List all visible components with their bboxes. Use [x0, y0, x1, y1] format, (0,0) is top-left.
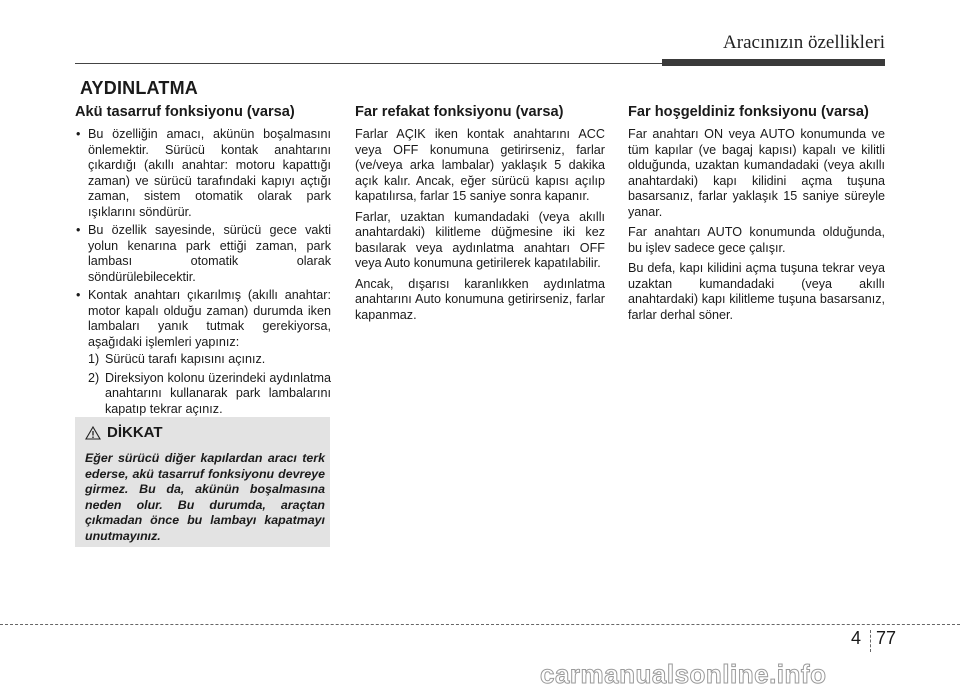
list-item-text: Bu özelliğin amacı, akünün boşalmasını önlemektir. Sürücü kontak anahtarını çıkardığı (akıllı anahtar: motoru kapattığı zaman) ve sürücü tarafındaki kapıyı açtığı zaman, sistem otomatik olarak park ışıklarını söndürür. — [88, 127, 331, 219]
warning-title: DİKKAT — [107, 424, 163, 441]
step-item — [88, 371, 331, 418]
battery-saver-list — [75, 127, 331, 417]
escort-heading: Far refakat fonksiyonu (varsa) — [355, 104, 564, 120]
bullet-icon: • — [76, 127, 81, 141]
step-number: 1) — [88, 352, 100, 366]
column-welcome-function — [628, 104, 885, 328]
battery-saver-heading: Akü tasarruf fonksiyonu (varsa) — [75, 104, 295, 120]
warning-triangle-icon — [85, 426, 101, 440]
page-number: 77 — [876, 628, 897, 648]
warning-text: Eğer sürücü diğer kapılardan aracı terk ederse, akü tasarruf fonksiyonu devreye girmez. Bu da, akünün boşalmasına neden olur. Bu durumda, araçtan çıkmadan önce bu lambayı kapatmayı unutmayınız. — [85, 451, 325, 543]
footer-divider — [0, 624, 960, 625]
paragraph: Far anahtarı ON veya AUTO konumunda ve tüm kapılar (ve bagaj kapısı) kapalı ve kilitli olduğunda, uzaktan kumandadaki (veya akıllı anahtardaki) kapı kilidini açma tuşuna basarsanız, farlar yaklaşık 15 saniye süreyle yanar. — [628, 127, 885, 219]
bullet-icon: • — [76, 223, 81, 237]
paragraph: Ancak, dışarısı karanlıkken aydınlatma anahtarını Auto konumuna getirirseniz, farlar kapanmaz. — [355, 276, 605, 322]
paragraph: Farlar AÇIK iken kontak anahtarını ACC veya OFF konumuna getirirseniz, farlar (ve/veya arka lambalar) yaklaşık 5 dakika açık kalır. Ancak, eğer sürücü kapısı açılıp kapatılırsa, farlar 15 saniye sonra kapanır. — [355, 127, 605, 203]
warning-box — [75, 417, 330, 547]
list-item-text: Bu özellik sayesinde, sürücü gece vakti yolun kenarına park ettiği zaman, park lambası otomatik olarak söndürülebilecektir. — [88, 223, 331, 284]
column-escort-function — [355, 104, 605, 328]
step-number: 2) — [88, 370, 100, 385]
column-battery-saver — [75, 104, 331, 420]
list-item — [75, 223, 331, 285]
chapter-title: Aracınızın özellikleri — [723, 32, 885, 53]
paragraph: Farlar, uzaktan kumandadaki (veya akıllı anahtardaki) kilitleme düğmesine iki kez basılarak veya aydınlatma anahtarı OFF veya Auto konumuna getirilerek kapatılabilir. — [355, 209, 605, 270]
paragraph: Far anahtarı AUTO konumunda olduğunda, bu işlev sadece gece çalışır. — [628, 225, 885, 255]
header-rule — [75, 63, 665, 64]
section-title: AYDINLATMA — [80, 78, 198, 98]
header-rule-bar — [662, 59, 885, 66]
list-item — [75, 127, 331, 220]
step-text: Sürücü tarafı kapısını açınız. — [105, 352, 266, 366]
list-item-text: Kontak anahtarı çıkarılmış (akıllı anahtar: motor kapalı olduğu zaman) durumda iken lambaları yanık tutmak gerekiyorsa, aşağıdaki işlemleri yapınız: — [88, 288, 331, 349]
warning-header — [85, 424, 163, 441]
bullet-icon: • — [76, 288, 81, 302]
page-number-separator — [870, 630, 871, 652]
watermark: carmanualsonline.info — [540, 659, 827, 689]
steps-list — [88, 352, 331, 417]
welcome-heading: Far hoşgeldiniz fonksiyonu (varsa) — [628, 104, 869, 120]
chapter-number: 4 — [851, 628, 862, 648]
list-item — [75, 288, 331, 417]
paragraph: Bu defa, kapı kilidini açma tuşuna tekrar veya uzaktan kumandadaki (veya akıllı anahtardaki) kapı kilitleme tuşuna basarsanız, farlar derhal söner. — [628, 261, 885, 322]
step-item — [88, 352, 331, 368]
step-text: Direksiyon kolonu üzerindeki aydınlatma anahtarını kullanarak park lambalarını kapatıp tekrar açınız. — [105, 370, 331, 416]
